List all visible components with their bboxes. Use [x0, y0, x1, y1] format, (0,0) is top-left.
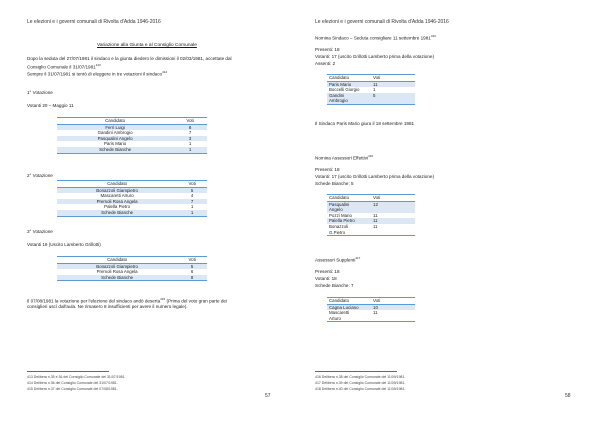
col-header: Candidato: [57, 257, 177, 264]
table-row: Boccelli Giorgio 1: [329, 87, 376, 93]
closing-line-2: consiglieri uscì dall'aula. Ne rimasero 8 insufficienti per avere il numero legale).: [27, 304, 188, 309]
table-row: Bonazzoli Giampietro 5: [57, 187, 207, 193]
footnote: 417 Delibera n.39 del Consiglio Comunale del 11/09/1981.: [315, 381, 406, 385]
vote-2-heading: 2° Votazione: [27, 173, 53, 178]
table-row: Ferri Luigi 8: [57, 124, 207, 130]
table-row: Gandini 5: [327, 93, 415, 99]
col-header: Voti: [371, 298, 415, 305]
intro-line-1: Dopo la seduta del 27/07/1981 il sindaco e la giunta diedero le dimissioni il 02/03/1981, accettate dal: [27, 56, 232, 61]
table-row: Angelo: [327, 207, 415, 213]
col-header: Candidato: [327, 298, 371, 305]
table-row: Palella Pietro 1: [104, 204, 194, 210]
col-header: Candidato: [327, 195, 371, 202]
footnote: 418 Delibera n.40 del Consiglio Comunale del 11/09/1981.: [315, 387, 406, 391]
supplenti-heading: Assessori Supplenti$^{417}$: [315, 256, 361, 263]
supplenti-table: [327, 297, 415, 322]
assessori-bianche: Schede Bianche: 5: [315, 181, 354, 186]
assessori-presenti: Presenti: 18: [315, 167, 340, 172]
table-row: Arturo: [327, 316, 415, 322]
supplenti-bianche: Schede Bianche: 7: [315, 283, 354, 288]
vote-3-heading: 3° Votazione: [27, 229, 53, 234]
footnote-ref: 416: [368, 154, 374, 158]
col-header: Voti: [177, 257, 207, 264]
vote-2-table: [57, 180, 207, 217]
footnote: 416 Delibera n.38 del Consiglio Comunale del 11/09/1981.: [315, 375, 406, 379]
oath-line: Il Sindaco Paris Mario giura il 18 settembre 1981: [315, 121, 415, 126]
footnote: 415 Delibera n.37 del Consiglio Comunale del 07/08/1981.: [27, 387, 118, 391]
intro-line-2: Consiglio Comunale il 31/07/1981$^{413}$: [27, 63, 101, 70]
col-header: Voti: [371, 195, 415, 202]
sindaco-table: [327, 74, 415, 105]
right-page: [300, 0, 600, 424]
footnote-divider: [315, 371, 397, 372]
table-row: Pasqualini 12: [327, 201, 415, 207]
page-number: 57: [265, 393, 271, 399]
supplenti-presenti: Presenti: 18: [315, 269, 340, 274]
table-row: Premoli Rosa Angela 6: [96, 269, 194, 275]
footnote-ref: 415: [160, 297, 166, 301]
table-row: Paris Mario 1: [103, 141, 192, 147]
vote-1-voters: Votanti 20 – Maggio 11: [27, 103, 74, 108]
table-row: Bonazzoli Giampietro 5: [57, 263, 207, 269]
col-header: Candidato: [57, 118, 173, 125]
footnote-ref: 416: [430, 34, 436, 38]
table-row: Palella Pietro 11: [327, 218, 415, 224]
assessori-table: [327, 194, 415, 236]
table-row: Premoli Rosa Angela 7: [57, 199, 207, 205]
footnote-ref: 413: [95, 63, 101, 67]
col-header: Voti: [177, 181, 207, 188]
vote-1-heading: 1° Votazione: [27, 90, 53, 95]
table-row: Paris Mario 11: [327, 81, 415, 87]
sindaco-presenti: Presenti: 18: [315, 47, 340, 52]
table-row: Schede Bianche 1: [57, 147, 207, 153]
table-row: Bonazzoli 11: [329, 223, 378, 229]
sindaco-votanti: Votanti: 17 (uscito Grillotti Lamberto prima della votazione): [315, 54, 434, 59]
table-row: Pasqualini Angelo 3: [57, 136, 207, 142]
table-row: Pozzi Mario 11: [329, 212, 378, 218]
col-header: Voti: [371, 75, 415, 82]
sindaco-assenti: Assenti: 2: [315, 61, 336, 66]
col-header: Candidato: [327, 75, 371, 82]
footnote-ref: 417: [355, 256, 361, 260]
nomina-sindaco-heading: Nomina Sindaco – Seduta consigliare 11 settembre 1981$^{416}$: [315, 34, 436, 41]
closing-line-1: Il 07/08/1981 la votazione per l'elezione del sindaco andò deserta$^{415}$ (Prima del voto gran parte dei: [27, 297, 227, 304]
vote-3-table: [57, 256, 207, 281]
vote-1-table: [57, 117, 207, 154]
footnote-ref: 414: [162, 70, 168, 74]
running-header: Le elezioni e i governi comunali di Rivolta d'Adda 1946-2016: [27, 19, 161, 25]
vote-3-voters: Votanti 19 (Uscito Lamberto Grillotti): [27, 242, 101, 247]
table-row: Mascaretti Arturo 4: [100, 193, 194, 199]
assessori-votanti: Votanti: 17 (uscito Grillotti Lamberto prima della votazione): [315, 174, 434, 179]
intro-line-3: Sempre il 31/07/1981 si tentò di eleggere in tre votazioni il sindaco$^{414}$: [27, 70, 168, 77]
footnote-divider: [27, 371, 109, 372]
footnote: 413 Delibera n.35 e 36 del Consiglio Comunale del 31/07/1981.: [27, 375, 126, 379]
footnote: 414 Delibera n.36 del Consiglio Comunale del 31/07/1981.: [27, 381, 118, 385]
table-row: G.Pietro: [327, 230, 415, 236]
page-number: 58: [565, 393, 571, 399]
col-header: Candidato: [57, 181, 177, 188]
supplenti-votanti: Votanti: 18: [315, 276, 337, 281]
table-row: Schede Bianche 1: [57, 210, 207, 216]
running-header: Le elezioni e i governi comunali di Rivolta d'Adda 1946-2016: [315, 19, 449, 25]
table-row: Mascaretti 11: [329, 310, 378, 316]
table-row: Gandini Ambrogio 7: [97, 130, 192, 136]
col-header: Voti: [173, 118, 207, 125]
table-row: Ambrogio: [327, 98, 415, 104]
section-title: Variazione alla Giunta e al Consiglio Comunale: [97, 43, 197, 48]
table-row: Schede Bianche 8: [57, 275, 207, 281]
nomina-assessori-heading: Nomina Assessori Effettivi$^{416}$: [315, 154, 374, 161]
table-row: Cagna Luciano 10: [327, 304, 415, 310]
